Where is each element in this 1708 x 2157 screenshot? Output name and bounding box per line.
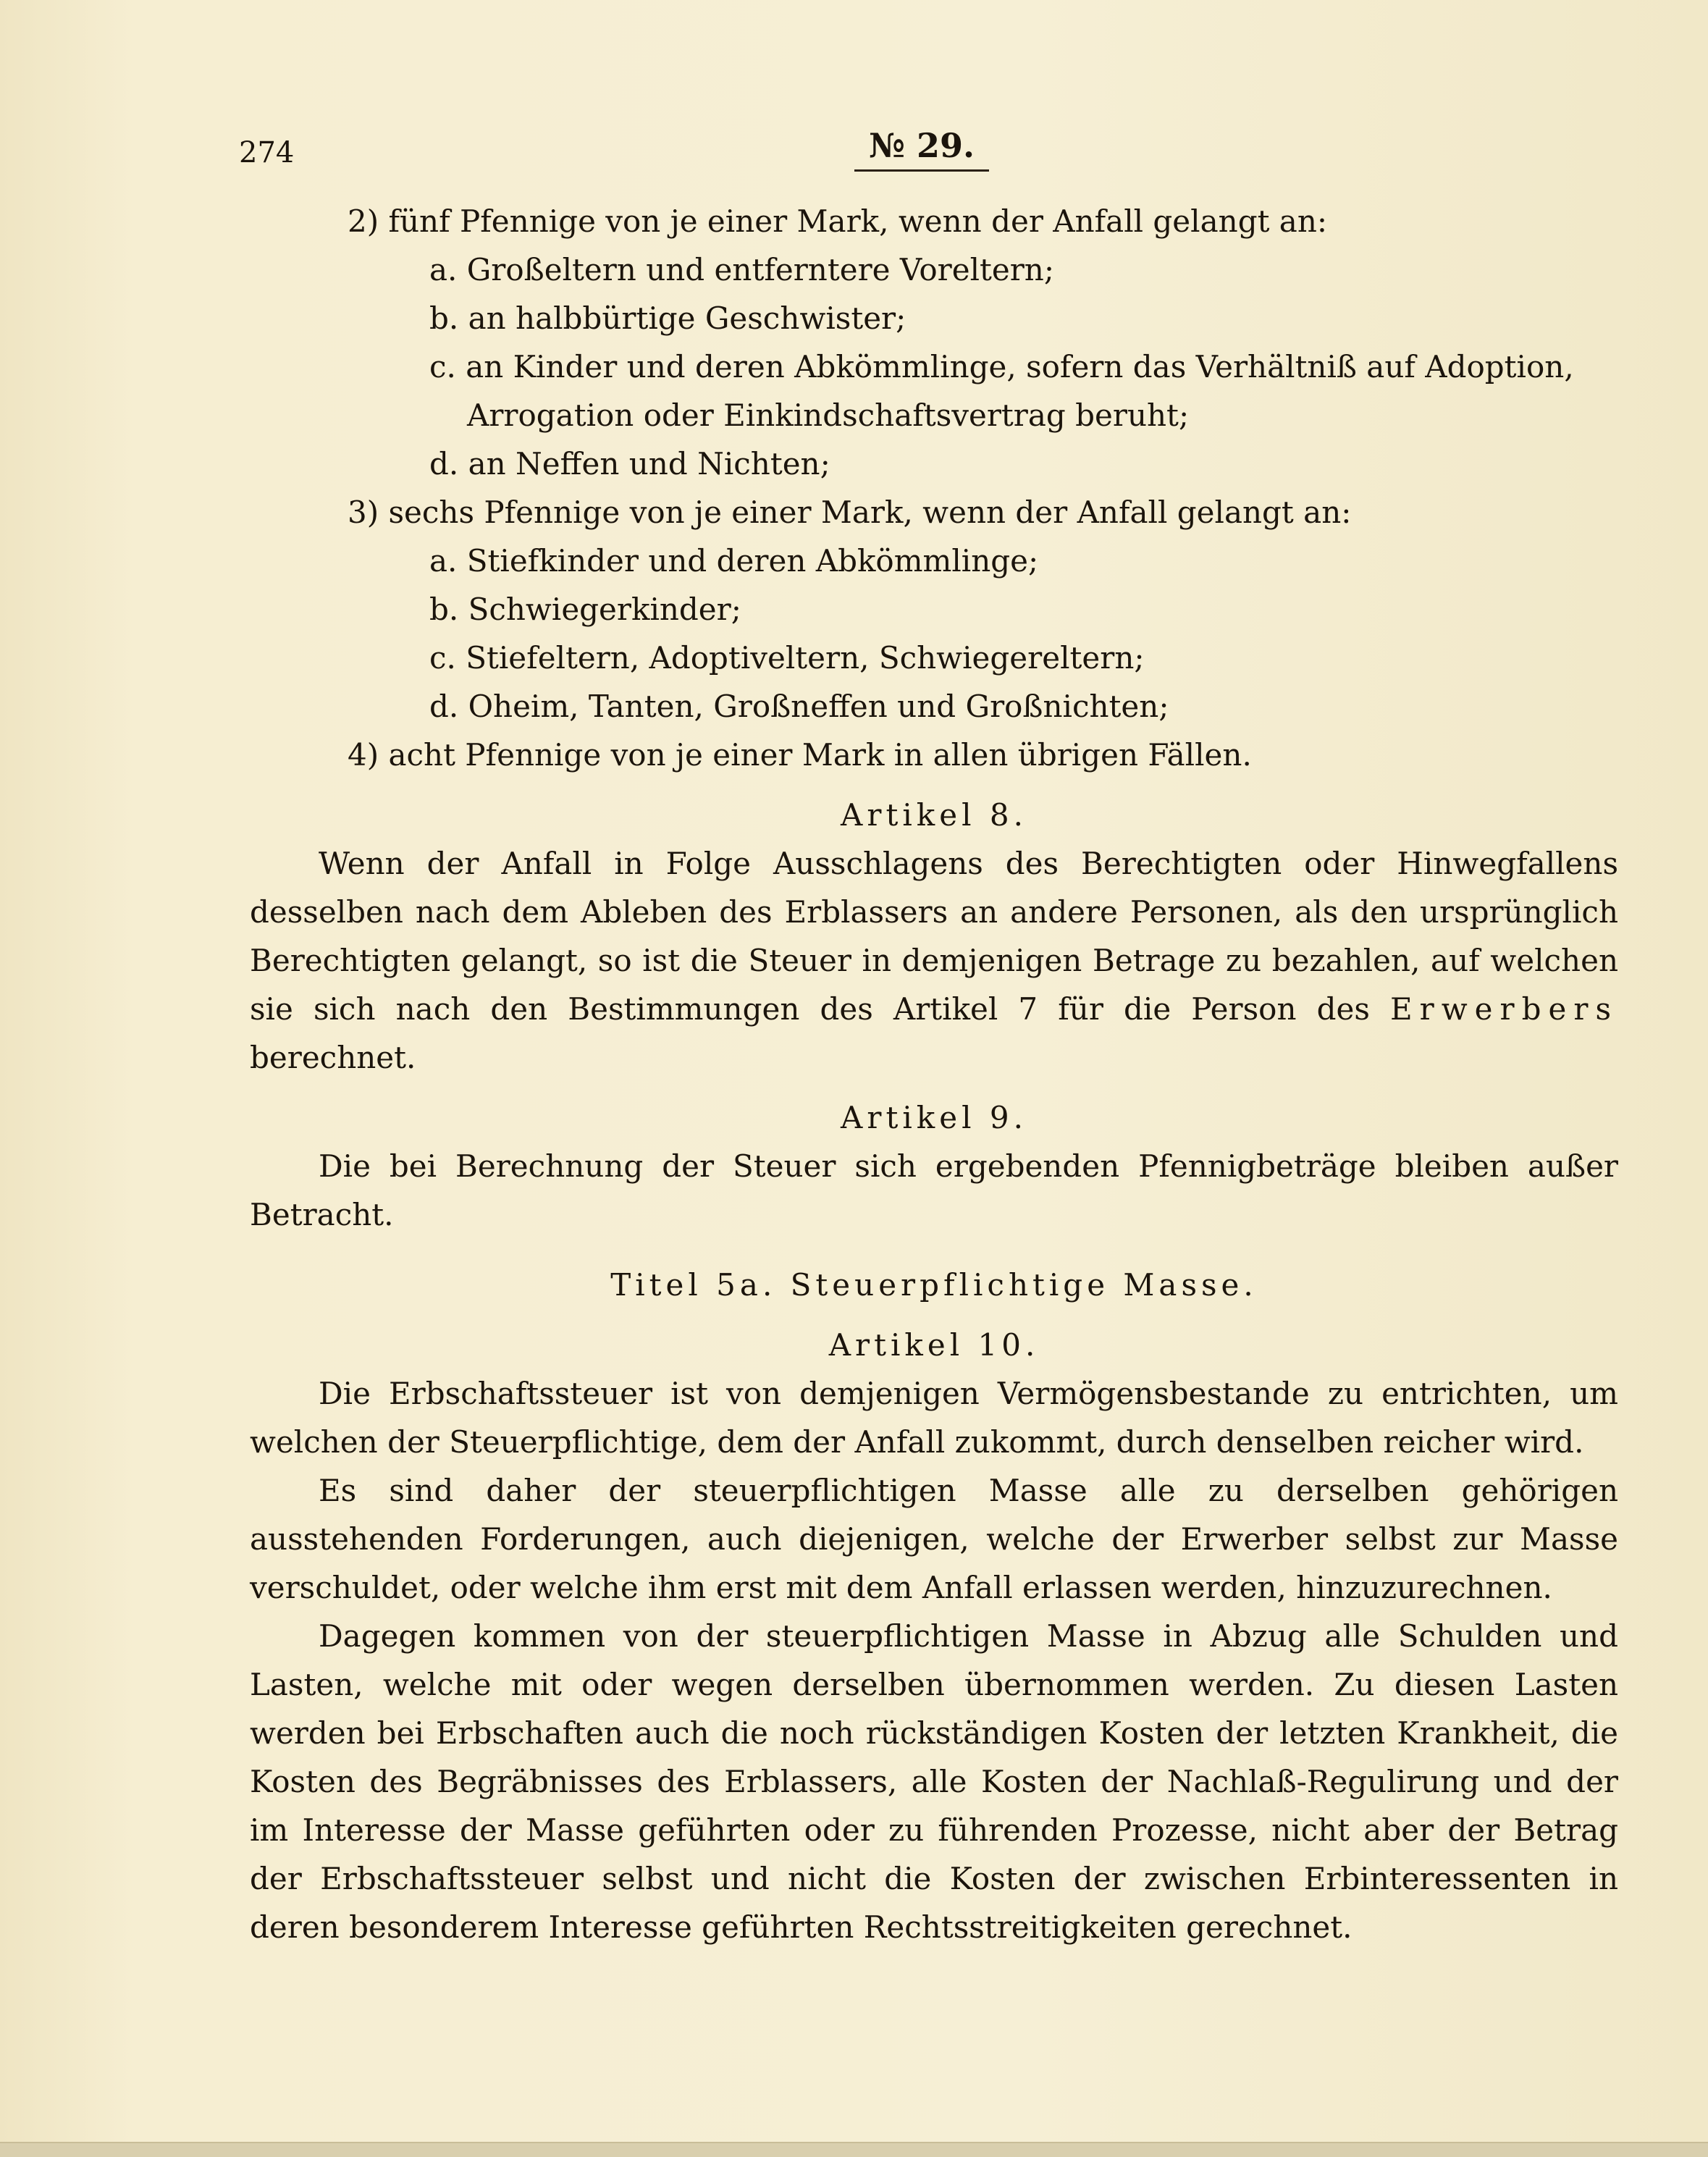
list-subitem: a. Stiefkinder und deren Abkömmlinge; bbox=[429, 543, 1039, 579]
list-item: 4) acht Pfennige von je einer Mark in allen übrigen Fällen. bbox=[348, 737, 1252, 773]
list-subitem: a. Großeltern und entferntere Voreltern; bbox=[429, 252, 1055, 287]
page-bottom-edge bbox=[0, 2142, 1708, 2157]
list-subitem: d. Oheim, Tanten, Großneffen und Großnichten; bbox=[429, 689, 1169, 724]
list-subitem: b. Schwiegerkinder; bbox=[429, 592, 741, 627]
page-number: 274 bbox=[239, 136, 295, 169]
article-10-paragraph-1: Die Erbschaftssteuer ist von demjenigen Vermögensbestande zu entrichten, um welchen der Steuerpflichtige, dem der Anfall zukommt, durch denselben reicher wird. bbox=[250, 1376, 1618, 1460]
article-10-paragraph-3: Dagegen kommen von der steuerpflichtigen Masse in Abzug alle Schulden und Lasten, welche mit oder wegen derselben übernommen werden. Zu diesen Lasten werden bei Erbschaften auch die noch rückständigen Kosten der letzten Krankheit, die Kosten des Begräbnisses des Erblassers, alle Kosten der Nachlaß-Regulirung und der im Interesse der Masse geführten oder zu führenden Prozesse, nicht aber der Betrag der Erbschaftssteuer selbst und nicht die Kosten der zwischen Erbinteressenten in deren besonderem Interesse geführten Rechtsstreitigkeiten gerechnet. bbox=[250, 1618, 1618, 1945]
list-subitem: b. an halbbürtige Geschwister; bbox=[429, 300, 906, 336]
list-subitem: c. Stiefeltern, Adoptiveltern, Schwiegereltern; bbox=[429, 640, 1145, 676]
page-header bbox=[0, 123, 1708, 174]
document-body bbox=[250, 197, 1618, 1951]
list-subitem-continuation: Arrogation oder Einkindschaftsvertrag beruht; bbox=[467, 398, 1190, 433]
list-item: 3) sechs Pfennige von je einer Mark, wenn der Anfall gelangt an: bbox=[348, 495, 1352, 530]
article-10-heading: Artikel 10. bbox=[828, 1327, 1040, 1363]
article-10-paragraph-2: Es sind daher der steuerpflichtigen Masse alle zu derselben gehörigen ausstehenden Forderungen, auch diejenigen, welche der Erwerber selbst zur Masse verschuldet, oder welche ihm erst mit dem Anfall erlassen werden, hinzuzurechnen. bbox=[250, 1473, 1618, 1605]
article-8-end: berechnet. bbox=[250, 1040, 416, 1075]
article-8-text bbox=[250, 839, 1618, 1082]
title-5a-heading: Titel 5a. Steuerpflichtige Masse. bbox=[610, 1267, 1258, 1303]
list-subitem: c. an Kinder und deren Abkömmlinge, sofern das Verhältniß auf Adoption, bbox=[429, 349, 1574, 384]
list-subitem: d. an Neffen und Nichten; bbox=[429, 446, 830, 482]
article-8-body: Wenn der Anfall in Folge Ausschlagens des Berechtigten oder Hinwegfallens desselben nach dem Ableben des Erblassers an andere Personen, als den ursprünglich Berechtigten gelangt, so ist die Steuer in demjenigen Betrage zu bezahlen, auf welchen sie sich nach den Bestimmungen des Artikel 7 für die Person des bbox=[250, 846, 1618, 1027]
article-9-heading: Artikel 9. bbox=[841, 1100, 1027, 1135]
article-9-text: Die bei Berechnung der Steuer sich ergebenden Pfennigbeträge bleiben außer Betracht. bbox=[250, 1148, 1618, 1232]
issue-number: № 29. bbox=[854, 126, 989, 172]
article-8-emphasis: Erwerbers bbox=[1390, 991, 1618, 1027]
list-item: 2) fünf Pfennige von je einer Mark, wenn der Anfall gelangt an: bbox=[348, 203, 1328, 239]
article-8-heading: Artikel 8. bbox=[841, 797, 1027, 833]
